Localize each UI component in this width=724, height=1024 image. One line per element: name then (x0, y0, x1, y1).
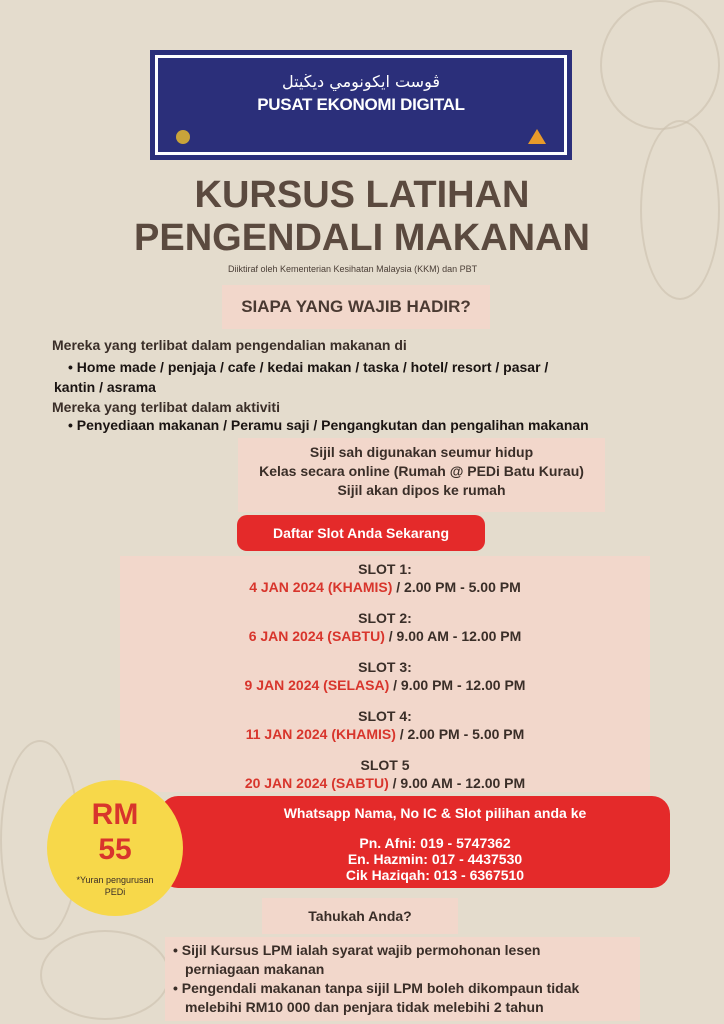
slot-time: / 9.00 AM - 12.00 PM (388, 775, 526, 791)
info-line: Sijil sah digunakan seumur hidup (309, 444, 534, 460)
fact-line: melebihi RM10 000 dan penjara tidak melebihi 2 tahun (185, 999, 544, 1015)
price-badge (47, 780, 183, 916)
slot-time: / 2.00 PM - 5.00 PM (392, 579, 521, 595)
contact-person: Pn. Afni: 019 - 5747362 (359, 835, 511, 851)
floral-ornament (40, 930, 170, 1020)
slot-label: SLOT 3: (358, 659, 412, 675)
title-line-1: KURSUS LATIHAN (194, 174, 530, 216)
who-bullet-1: • Home made / penjaja / cafe / kedai makan / taska / hotel/ resort / pasar / (68, 359, 549, 375)
slot-date: 4 JAN 2024 (KHAMIS) (249, 579, 393, 595)
fact-line: • Sijil Kursus LPM ialah syarat wajib permohonan lesen (173, 942, 541, 958)
contact-box (160, 796, 670, 888)
pedi-logo-icon (528, 129, 546, 144)
slot-time: / 2.00 PM - 5.00 PM (395, 726, 525, 742)
subtitle: Diiktiraf oleh Kementerian Kesihatan Malaysia (KKM) dan PBT (228, 264, 478, 274)
who-heading: SIAPA YANG WAJIB HADIR? (222, 285, 490, 329)
price-currency: RM (91, 798, 139, 831)
info-line: Sijil akan dipos ke rumah (337, 482, 506, 498)
pedi-banner (150, 50, 572, 160)
slot-label: SLOT 4: (358, 708, 412, 724)
floral-ornament (600, 0, 720, 130)
government-crest-icon (176, 130, 190, 144)
slot-label: SLOT 5 (360, 757, 410, 773)
slot-3 (120, 658, 650, 694)
slot-4 (120, 707, 650, 743)
slot-time: / 9.00 PM - 12.00 PM (389, 677, 526, 693)
contact-person: En. Hazmin: 017 - 4437530 (347, 851, 523, 867)
slots-box (120, 556, 650, 792)
slot-date: 6 JAN 2024 (SABTU) (248, 628, 385, 644)
price-note: *Yuran pengurusan PEDi (76, 875, 154, 897)
who-bullet-2: • Penyediaan makanan / Peramu saji / Pengangkutan dan pengalihan makanan (68, 417, 589, 433)
info-box (238, 438, 605, 512)
slot-time: / 9.00 AM - 12.00 PM (384, 628, 522, 644)
who-intro-2: Mereka yang terlibat dalam aktiviti (52, 399, 280, 415)
banner-title: PUSAT EKONOMI DIGITAL (257, 95, 465, 114)
fact-line: perniagaan makanan (185, 961, 325, 977)
register-button[interactable]: Daftar Slot Anda Sekarang (237, 515, 485, 551)
price-amount: 55 (98, 833, 132, 866)
slot-1 (120, 560, 650, 596)
info-line: Kelas secara online (Rumah @ PEDi Batu Kurau) (259, 463, 584, 479)
banner-arabic: ڤوست ايكونومي ديڬيتل (281, 72, 440, 91)
facts-heading: Tahukah Anda? (262, 898, 458, 934)
slot-date: 11 JAN 2024 (KHAMIS) (245, 726, 396, 742)
contact-intro: Whatsapp Nama, No IC & Slot pilihan anda ke (283, 805, 587, 821)
title-line-2: PENGENDALI MAKANAN (134, 217, 590, 259)
slot-label: SLOT 1: (358, 561, 412, 577)
slot-label: SLOT 2: (358, 610, 412, 626)
slot-date: 9 JAN 2024 (SELASA) (244, 677, 390, 693)
slot-5 (120, 756, 650, 792)
slot-2 (120, 609, 650, 645)
facts-box (165, 937, 640, 1021)
who-bullet-1-cont: kantin / asrama (54, 379, 156, 395)
fact-line: • Pengendali makanan tanpa sijil LPM boleh dikompaun tidak (173, 980, 580, 996)
who-intro-1: Mereka yang terlibat dalam pengendalian makanan di (52, 337, 407, 353)
slot-date: 20 JAN 2024 (SABTU) (244, 775, 389, 791)
contact-person: Cik Haziqah: 013 - 6367510 (345, 867, 525, 883)
